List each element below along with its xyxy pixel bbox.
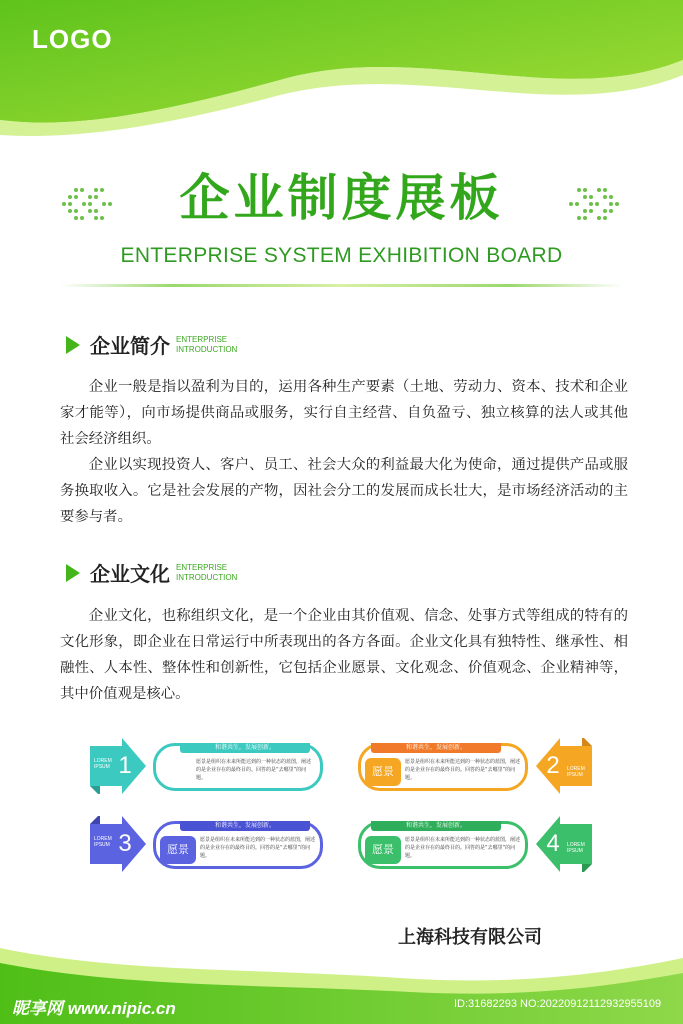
page-title: 企业制度展板 (179, 169, 504, 227)
card-vision-label: 愿景 (365, 758, 401, 786)
triangle-bullet-icon (66, 336, 80, 354)
section-title: 企业文化 (90, 562, 170, 586)
company-name: 上海科技有限公司 (398, 927, 542, 948)
card-4-number: 4 (546, 830, 560, 857)
section-en-label: ENTERPRISE INTRODUCTION (176, 562, 238, 582)
logo: LOGO (32, 24, 113, 54)
card-banner: 和谐共生，发展创新。 (371, 821, 501, 831)
card-1-lorem: LOREM IPSUM (94, 758, 112, 770)
card-banner: 和谐共生，发展创新。 (180, 821, 310, 831)
card-vision-label: 愿景 (160, 836, 196, 864)
triangle-bullet-icon (66, 564, 80, 582)
card-1-number: 1 (118, 752, 132, 779)
info-card-4 (358, 821, 528, 869)
section-heading-intro (66, 330, 237, 359)
card-description: 愿景是组织在未来所能达到的一种状态的蓝图，阐述的是企业存在的最终目的。回答的是“去哪里”的问题。 (200, 837, 316, 859)
card-4-lorem: LOREM IPSUM (567, 842, 585, 854)
card-2-lorem: LOREM IPSUM (567, 766, 585, 778)
card-description: 愿景是组织在未来所能达到的一种状态的蓝图，阐述的是企业存在的最终目的。回答的是“去哪里”的问题。 (405, 759, 521, 781)
page-subtitle: ENTERPRISE SYSTEM EXHIBITION BOARD (120, 244, 563, 267)
info-card-2 (358, 743, 528, 791)
section-title: 企业简介 (90, 334, 170, 358)
watermark: 昵享网 www.nipic.cn (12, 999, 176, 1018)
title-block (0, 158, 683, 267)
info-card-3 (153, 821, 323, 869)
section-heading-culture (66, 558, 237, 587)
card-description: 愿景是组织在未来所能达到的一种状态的蓝图，阐述的是企业存在的最终目的。回答的是“去哪里”的问题。 (196, 759, 312, 781)
culture-paragraph: 企业文化，也称组织文化，是一个企业由其价值观、信念、处事方式等组成的特有的文化形象，即企业在日常运行中所表现出的各方各面。企业文化具有独特性、继承性、相融性、人本性、整体性和创新性，它包括企业愿景、文化观念、价值观念、企业精神等，其中价值观是核心。 (60, 608, 628, 702)
card-banner: 和谐共生，发展创新。 (180, 743, 310, 753)
image-id-text: ID:31682293 NO:20220912112932955109 (454, 998, 662, 1010)
intro-paragraph-2: 企业以实现投资人、客户、员工、社会大众的利益最大化为使命，通过提供产品或服务换取收入。它是社会发展的产物，因社会分工的发展而成长壮大，是市场经济活动的主要参与者。 (60, 457, 628, 525)
top-wave-banner (0, 0, 683, 150)
card-banner: 和谐共生，发展创新。 (371, 743, 501, 753)
intro-paragraph-1: 企业一般是指以盈利为目的，运用各种生产要素（土地、劳动力、资本、技术和企业家才能等），向市场提供商品或服务，实行自主经营、自负盈亏、独立核算的法人或其他社会经济组织。 (60, 379, 628, 447)
card-vision-label: 愿景 (365, 836, 401, 864)
card-description: 愿景是组织在未来所能达到的一种状态的蓝图，阐述的是企业存在的最终目的。回答的是“去哪里”的问题。 (405, 837, 521, 859)
section-en-label: ENTERPRISE INTRODUCTION (176, 334, 238, 354)
card-2-number: 2 (546, 752, 560, 779)
title-divider (60, 284, 623, 287)
card-3-number: 3 (118, 830, 132, 857)
info-card-1 (153, 743, 323, 791)
card-3-lorem: LOREM IPSUM (94, 836, 112, 848)
